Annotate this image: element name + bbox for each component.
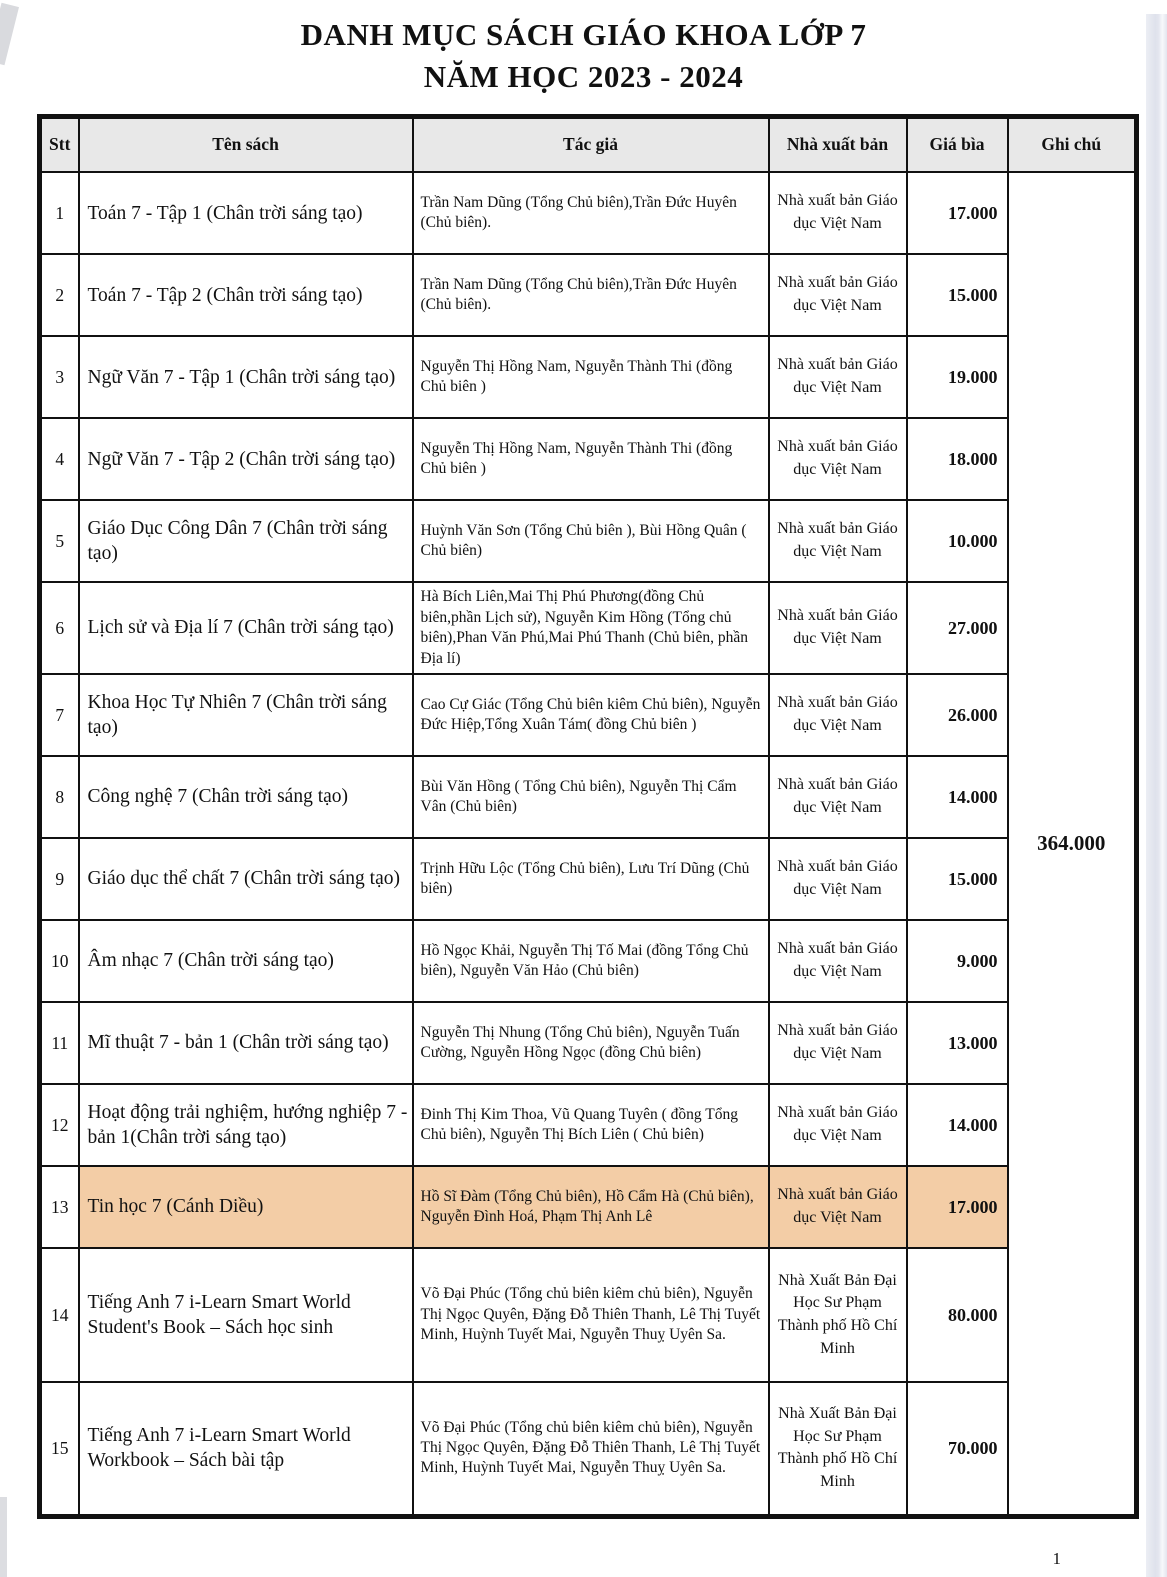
row-number: 15 xyxy=(40,1382,79,1516)
price: 18.000 xyxy=(907,418,1008,500)
book-title: Hoạt động trải nghiệm, hướng nghiệp 7 - bản 1(Chân trời sáng tạo) xyxy=(79,1084,413,1166)
book-authors: Huỳnh Văn Sơn (Tổng Chủ biên ), Bùi Hồng Quân ( Chủ biên) xyxy=(413,500,769,582)
price: 17.000 xyxy=(907,1166,1008,1248)
row-number: 13 xyxy=(40,1166,79,1248)
price: 26.000 xyxy=(907,674,1008,756)
table-row xyxy=(40,838,1137,920)
book-authors: Hồ Ngọc Khải, Nguyễn Thị Tố Mai (đồng Tổng Chủ biên), Nguyễn Văn Hảo (Chủ biên) xyxy=(413,920,769,1002)
book-authors: Nguyễn Thị Hồng Nam, Nguyễn Thành Thi (đồng Chủ biên ) xyxy=(413,418,769,500)
book-authors: Cao Cự Giác (Tổng Chủ biên kiêm Chủ biên), Nguyễn Đức Hiệp,Tổng Xuân Tám( đồng Chủ biên ) xyxy=(413,674,769,756)
book-authors: Đinh Thị Kim Thoa, Vũ Quang Tuyên ( đồng Tổng Chủ biên), Nguyễn Thị Bích Liên ( Chủ biên) xyxy=(413,1084,769,1166)
price: 17.000 xyxy=(907,172,1008,254)
price: 9.000 xyxy=(907,920,1008,1002)
table-header-row xyxy=(40,116,1137,172)
header-ten-sach: Tên sách xyxy=(79,116,413,172)
publisher: Nhà xuất bản Giáo dục Việt Nam xyxy=(769,1166,907,1248)
row-number: 3 xyxy=(40,336,79,418)
table-row xyxy=(40,674,1137,756)
book-title: Tiếng Anh 7 i-Learn Smart World Student's Book – Sách học sinh xyxy=(79,1248,413,1382)
scan-artifact-bottom-left xyxy=(0,1497,7,1577)
table-row xyxy=(40,1002,1137,1084)
table-row xyxy=(40,920,1137,1002)
book-title: Công nghệ 7 (Chân trời sáng tạo) xyxy=(79,756,413,838)
book-authors: Hà Bích Liên,Mai Thị Phú Phương(đồng Chủ biên,phần Lịch sử), Nguyễn Kim Hồng (Tổng chủ biên),Phan Văn Phú,Mai Phú Thanh (Chủ biên, phần Địa lí) xyxy=(413,582,769,674)
table-row xyxy=(40,1248,1137,1382)
table-row xyxy=(40,254,1137,336)
price: 70.000 xyxy=(907,1382,1008,1516)
book-authors: Võ Đại Phúc (Tổng chủ biên kiêm chủ biên), Nguyễn Thị Ngọc Quyên, Đặng Đỗ Thiên Thanh, Lê Thị Tuyết Minh, Huỳnh Tuyết Mai, Nguyễn Thuỵ Uyên Sa. xyxy=(413,1382,769,1516)
note-total-cell: 364.000 xyxy=(1008,172,1137,1516)
row-number: 1 xyxy=(40,172,79,254)
table-row xyxy=(40,1166,1137,1248)
table-row xyxy=(40,500,1137,582)
book-title: Ngữ Văn 7 - Tập 2 (Chân trời sáng tạo) xyxy=(79,418,413,500)
book-authors: Hồ Sĩ Đàm (Tổng Chủ biên), Hồ Cẩm Hà (Chủ biên), Nguyễn Đình Hoá, Phạm Thị Anh Lê xyxy=(413,1166,769,1248)
book-authors: Nguyễn Thị Nhung (Tổng Chủ biên), Nguyễn Tuấn Cường, Nguyễn Hồng Ngọc (đồng Chủ biên) xyxy=(413,1002,769,1084)
row-number: 8 xyxy=(40,756,79,838)
table-row xyxy=(40,336,1137,418)
row-number: 14 xyxy=(40,1248,79,1382)
price: 15.000 xyxy=(907,254,1008,336)
table-row xyxy=(40,1382,1137,1516)
row-number: 11 xyxy=(40,1002,79,1084)
book-title: Âm nhạc 7 (Chân trời sáng tạo) xyxy=(79,920,413,1002)
publisher: Nhà xuất bản Giáo dục Việt Nam xyxy=(769,1084,907,1166)
book-title: Toán 7 - Tập 2 (Chân trời sáng tạo) xyxy=(79,254,413,336)
row-number: 2 xyxy=(40,254,79,336)
book-title: Toán 7 - Tập 1 (Chân trời sáng tạo) xyxy=(79,172,413,254)
row-number: 10 xyxy=(40,920,79,1002)
publisher: Nhà xuất bản Giáo dục Việt Nam xyxy=(769,500,907,582)
row-number: 5 xyxy=(40,500,79,582)
price: 14.000 xyxy=(907,1084,1008,1166)
publisher: Nhà xuất bản Giáo dục Việt Nam xyxy=(769,418,907,500)
table-row xyxy=(40,418,1137,500)
header-ghi-chu: Ghi chú xyxy=(1008,116,1137,172)
book-title: Mĩ thuật 7 - bản 1 (Chân trời sáng tạo) xyxy=(79,1002,413,1084)
page-title xyxy=(32,14,1135,98)
price: 19.000 xyxy=(907,336,1008,418)
book-title: Khoa Học Tự Nhiên 7 (Chân trời sáng tạo) xyxy=(79,674,413,756)
row-number: 4 xyxy=(40,418,79,500)
publisher: Nhà xuất bản Giáo dục Việt Nam xyxy=(769,254,907,336)
table-row xyxy=(40,1084,1137,1166)
price: 27.000 xyxy=(907,582,1008,674)
row-number: 7 xyxy=(40,674,79,756)
book-authors: Trần Nam Dũng (Tổng Chủ biên),Trần Đức Huyên (Chủ biên). xyxy=(413,254,769,336)
publisher: Nhà xuất bản Giáo dục Việt Nam xyxy=(769,756,907,838)
publisher: Nhà xuất bản Giáo dục Việt Nam xyxy=(769,920,907,1002)
book-title: Tiếng Anh 7 i-Learn Smart World Workbook – Sách bài tập xyxy=(79,1382,413,1516)
table-row xyxy=(40,172,1137,254)
scan-artifact-top-left xyxy=(0,3,19,66)
page-title-line2: NĂM HỌC 2023 - 2024 xyxy=(423,58,744,94)
header-tac-gia: Tác giả xyxy=(413,116,769,172)
publisher: Nhà Xuất Bản Đại Học Sư Phạm Thành phố Hồ Chí Minh xyxy=(769,1248,907,1382)
row-number: 12 xyxy=(40,1084,79,1166)
price: 10.000 xyxy=(907,500,1008,582)
row-number: 6 xyxy=(40,582,79,674)
publisher: Nhà xuất bản Giáo dục Việt Nam xyxy=(769,674,907,756)
header-nha-xuat-ban: Nhà xuất bản xyxy=(769,116,907,172)
table-row xyxy=(40,582,1137,674)
book-title: Giáo Dục Công Dân 7 (Chân trời sáng tạo) xyxy=(79,500,413,582)
book-authors: Võ Đại Phúc (Tổng chủ biên kiêm chủ biên), Nguyễn Thị Ngọc Quyên, Đặng Đỗ Thiên Thanh, Lê Thị Tuyết Minh, Huỳnh Tuyết Mai, Nguyễn Thuỵ Uyên Sa. xyxy=(413,1248,769,1382)
header-stt: Stt xyxy=(40,116,79,172)
page-title-line1: DANH MỤC SÁCH GIÁO KHOA LỚP 7 xyxy=(300,17,867,52)
book-title: Tin học 7 (Cánh Diều) xyxy=(79,1166,413,1248)
book-authors: Trịnh Hữu Lộc (Tổng Chủ biên), Lưu Trí Dũng (Chủ biên) xyxy=(413,838,769,920)
textbook-table xyxy=(37,114,1139,1519)
price: 13.000 xyxy=(907,1002,1008,1084)
publisher: Nhà Xuất Bản Đại Học Sư Phạm Thành phố Hồ Chí Minh xyxy=(769,1382,907,1516)
publisher: Nhà xuất bản Giáo dục Việt Nam xyxy=(769,336,907,418)
book-authors: Nguyễn Thị Hồng Nam, Nguyễn Thành Thi (đồng Chủ biên ) xyxy=(413,336,769,418)
publisher: Nhà xuất bản Giáo dục Việt Nam xyxy=(769,582,907,674)
table-row xyxy=(40,756,1137,838)
publisher: Nhà xuất bản Giáo dục Việt Nam xyxy=(769,838,907,920)
price: 15.000 xyxy=(907,838,1008,920)
scan-edge-shadow xyxy=(1146,14,1167,1577)
page-number: 1 xyxy=(1052,1549,1061,1568)
publisher: Nhà xuất bản Giáo dục Việt Nam xyxy=(769,172,907,254)
header-gia-bia: Giá bìa xyxy=(907,116,1008,172)
price: 14.000 xyxy=(907,756,1008,838)
publisher: Nhà xuất bản Giáo dục Việt Nam xyxy=(769,1002,907,1084)
book-authors: Bùi Văn Hồng ( Tổng Chủ biên), Nguyễn Thị Cẩm Vân (Chủ biên) xyxy=(413,756,769,838)
book-authors: Trần Nam Dũng (Tổng Chủ biên),Trần Đức Huyên (Chủ biên). xyxy=(413,172,769,254)
book-title: Giáo dục thể chất 7 (Chân trời sáng tạo) xyxy=(79,838,413,920)
book-title: Ngữ Văn 7 - Tập 1 (Chân trời sáng tạo) xyxy=(79,336,413,418)
row-number: 9 xyxy=(40,838,79,920)
price: 80.000 xyxy=(907,1248,1008,1382)
book-title: Lịch sử và Địa lí 7 (Chân trời sáng tạo) xyxy=(79,582,413,674)
